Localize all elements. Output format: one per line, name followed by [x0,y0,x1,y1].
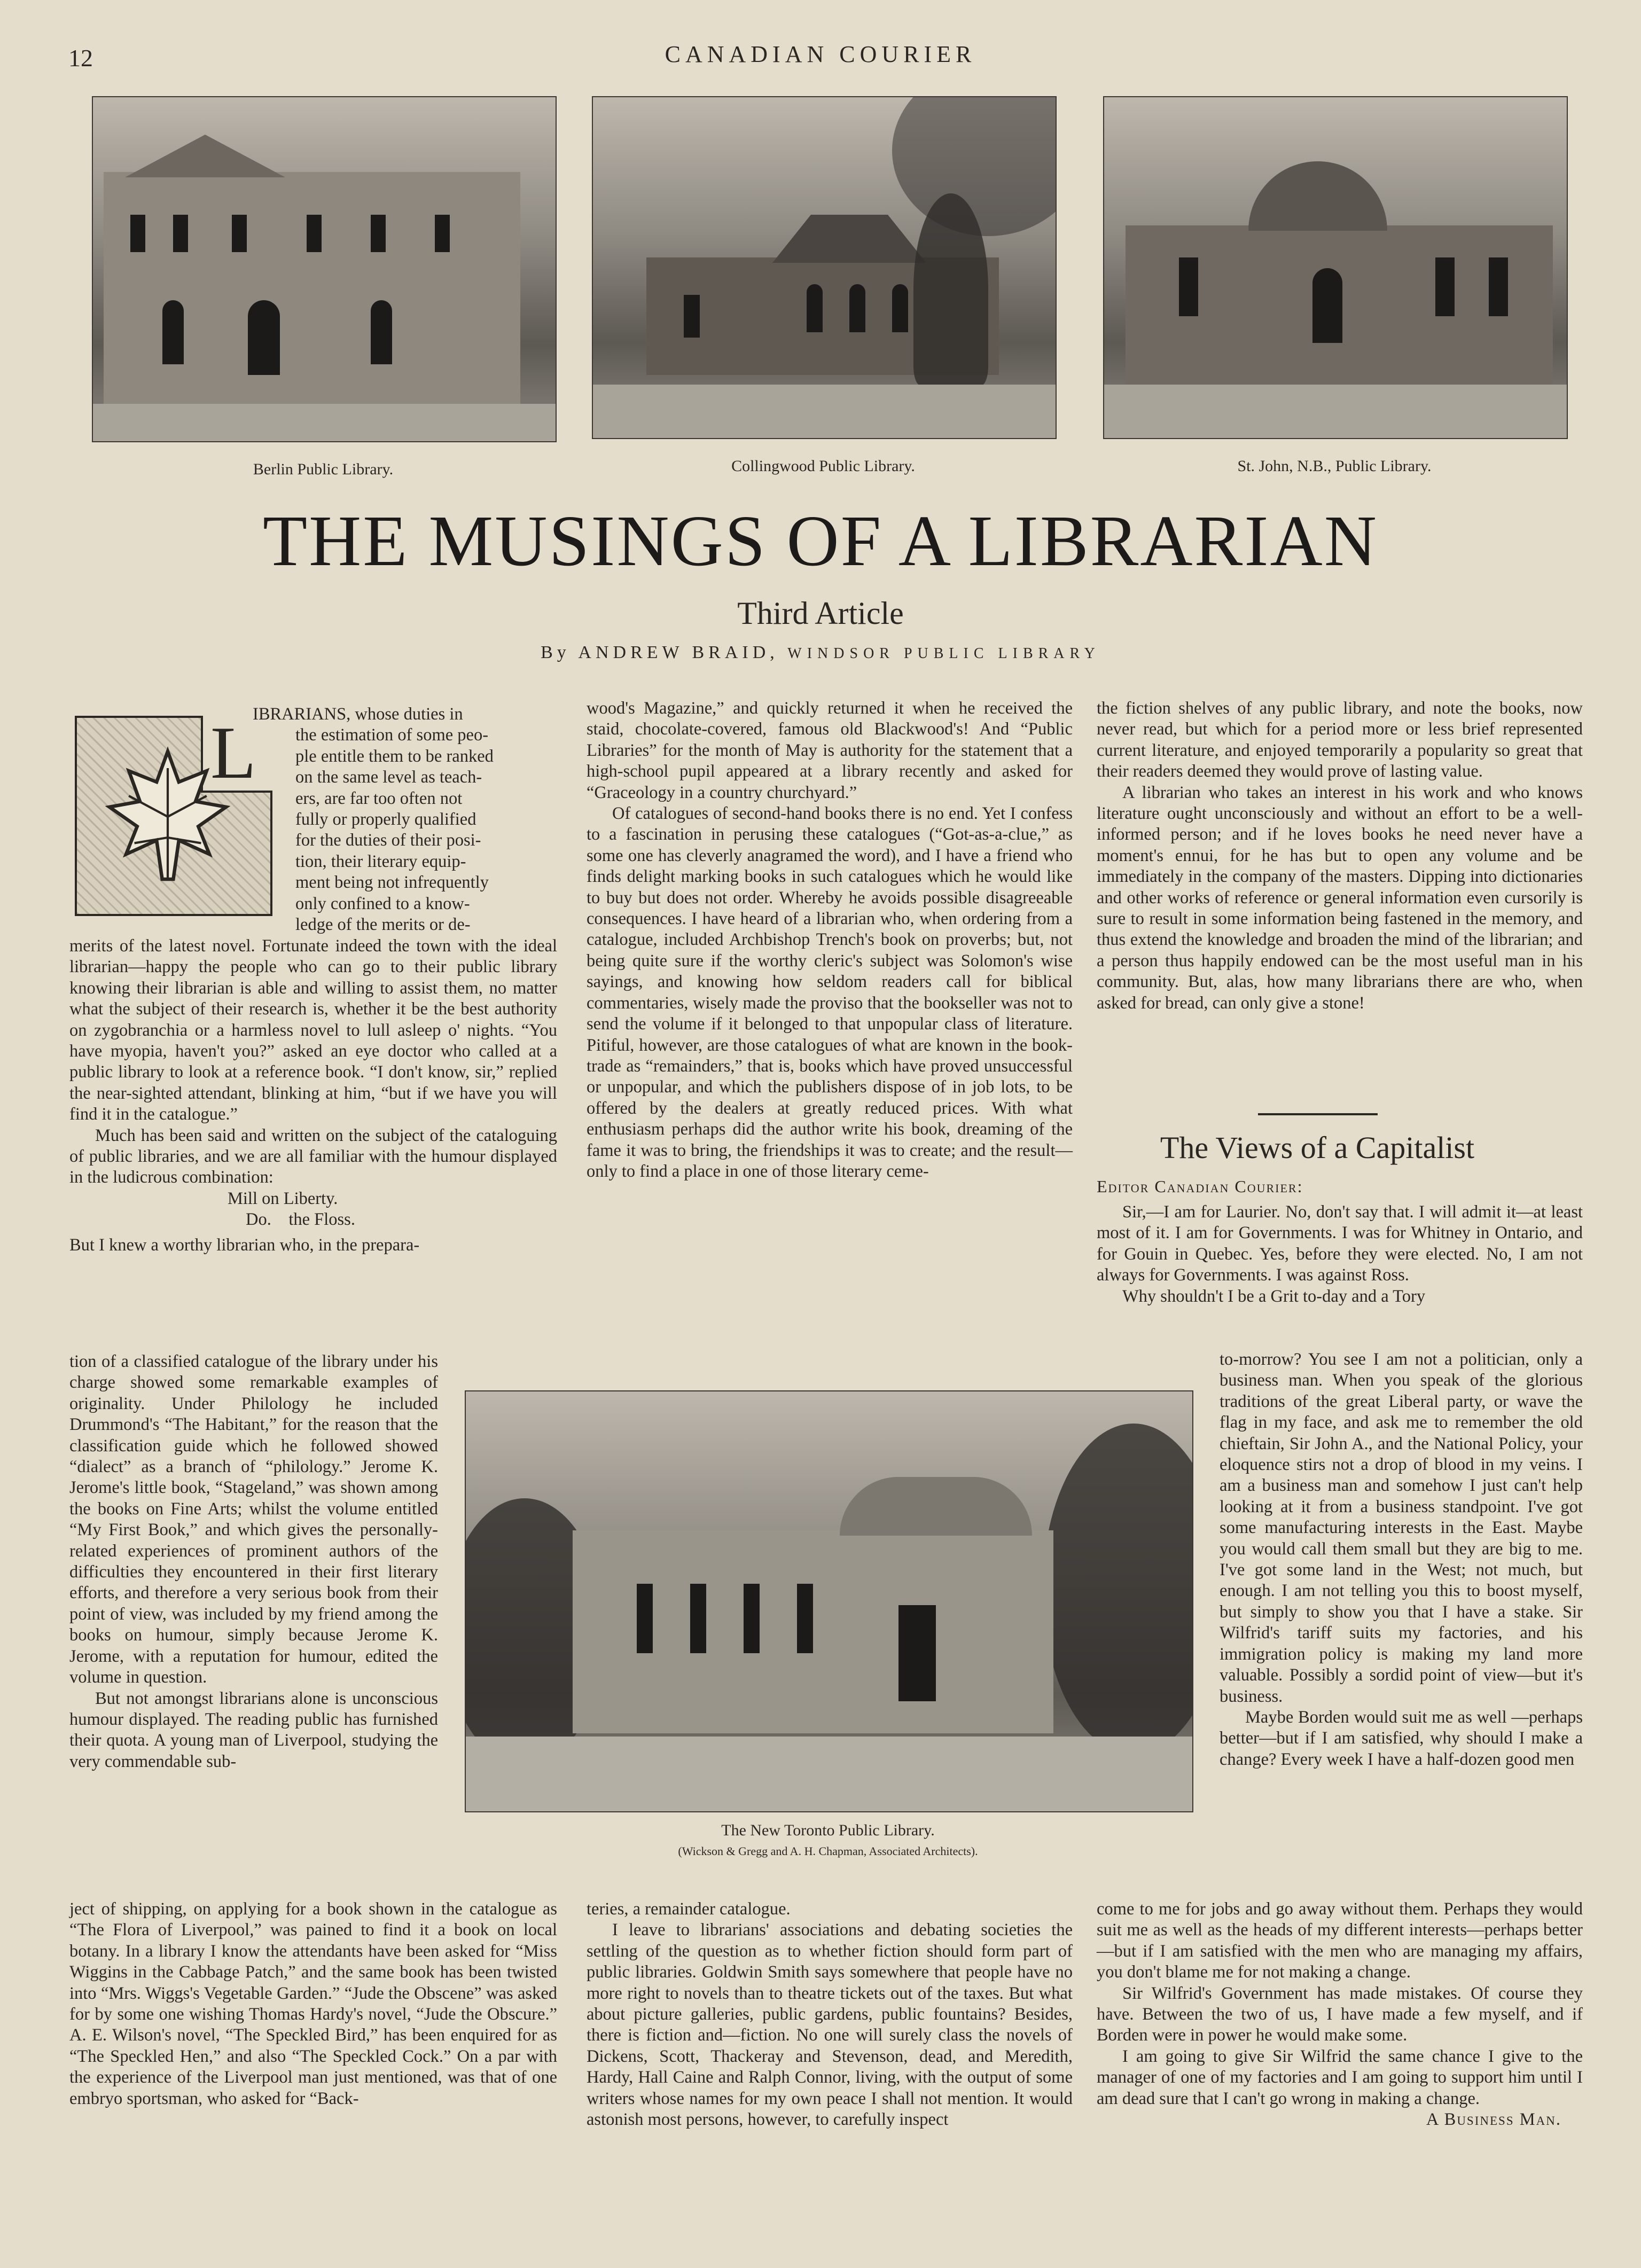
photo-stjohn-library [1103,96,1568,439]
paragraph: I am going to give Sir Wilfrid the same chance I give to the manager of one of my factories and I am going to support him until I am dead sure that I can't go wrong in making a change. [1097,2046,1583,2108]
maple-leaf-icon [98,739,237,894]
paragraph: teries, a remainder catalogue. [587,1899,791,1919]
paragraph: But not amongst librarians alone is unconscious humour displayed. The reading public has furnished their quota. A young man of Liverpool, studying the very commendable sub- [69,1688,438,1771]
page-number: 12 [68,44,93,72]
article-title: THE MUSINGS OF A LIBRARIAN [263,501,1378,581]
paragraph: Of catalogues of second-hand books there is no end. Yet I confess to a fascination in perusing these catalogues (“Got-as-a-clue,” as some one has cleverly anagramed the word), and I have a friend who finds delight marking books in such catalogues which he would like to buy but does not order. Whereby he avoids possible disagreeable consequences. I have heard of a librarian who, when ordering from a catalogue, included Archbishop Trench's book on proverbs; but, not being quite sure if the worthy cleric's subject was Solomon's wise sayings, and knowing how seldom readers call for biblical commentaries, wisely made the proviso that the bookseller was not to send the volume if it belonged to that unpopular class of literature. Pitiful, however, are those catalogues of what are known in the book-trade as “remainders,” that is, books which have proved unsuccessful or unpopular, and which the publishers dispose of in job lots, to be offered by the dealers at greatly reduced prices. With what enthusiasm perhaps did the author write his book, dreaming of the fame it was to bring, the friendships it was to create; and the result—only to find a place in one of those literary ceme- [587,804,1073,1181]
paragraph: the fiction shelves of any public library, and note the books, now never read, but which for a period more or less brief represented current literature, and enjoyed temporarily a popularity so great that their readers deemed they would prove of lasting value. [1097,699,1583,781]
paragraph: merits of the latest novel. Fortunate indeed the town with the ideal librarian—happy the people who can go to their public library knowing their librarian is able and willing to assist them, no matter what the subject of their research is, whether it be the best authority on zygobranchia or a harmless novel to lull asleep o' nights. “You have myopia, haven't you?” asked an eye doctor who called at a public library to look at a reference book. “I don't know, sir,” replied the near-sighted attendant, blinking at him, “but if we have you will find it in the catalogue.” [69,936,557,1124]
paragraph: Maybe Borden would suit me as well —perhaps better—but if I am satisfied, why should I make a change? Every week I have a half-dozen good men [1220,1707,1583,1769]
col3-top [1097,698,1583,1014]
dropcap-line: for the duties of their posi- [295,831,481,850]
paragraph: Sir,—I am for Laurier. No, don't say that. I will admit it—at least most of it. I am for Governments. I was for Whitney in Ontario, and for Gouin in Quebec. Yes, before they were elected. No, I am not always for Governments. I was against Ross. [1097,1202,1583,1285]
col1-body [69,936,557,1256]
letter-body-bottom [1097,1899,1583,2130]
letter-signature: A Business Man. [1426,2110,1561,2130]
byline-name: ANDREW BRAID, [578,643,779,662]
paragraph: wood's Magazine,” and quickly returned it when he received the staid, chocolate-covered, famous old Blackwood's! And “Public Libraries” for the month of May is authority for the statement that a high-school pupil appeared at a library recently and asked for “Graceology in a country churchyard.” [587,699,1073,802]
byline [0,643,1641,663]
dropcap-line: fully or properly qualified [295,810,476,830]
letter-body-top [1097,1202,1583,1307]
caption-toronto: The New Toronto Public Library. [721,1821,935,1839]
paragraph: ject of shipping, on applying for a book shown in the catalogue as “The Flora of Liverpool,” was pained to find it a book on local botany. In a library I know the attendants have been asked for “Miss Wiggins in the Cabbage Patch,” and the same book has been twisted into “Mrs. Wiggs's Vegetable Garden.” “Jude the Obscene” was asked for by some one wishing Thomas Hardy's novel, “Jude the Obscure.” A. E. Wilson's novel, “The Speckled Bird,” has been enquired for as “The Speckled Hen,” and also “The Speckled Cock.” On a par with the experience of the Liverpool man just mentioned, was that of one embryo sportsman, who asked for “Back- [69,1899,557,2108]
dropcap-line: ers, are far too often not [295,788,463,808]
dropcap-line: only confined to a know- [295,894,470,913]
section-divider [1258,1113,1378,1115]
letter-salutation: Editor Canadian Courier: [1097,1177,1303,1196]
col2-bottom [587,1899,1073,2130]
photo-collingwood-library [592,96,1057,439]
byline-affiliation: WINDSOR PUBLIC LIBRARY [787,645,1100,662]
paragraph: Much has been said and written on the subject of the cataloguing of public libraries, and we are all familiar with the humour displayed in the ludicrous combination: [69,1125,557,1187]
caption-toronto-architects: (Wickson & Gregg and A. H. Chapman, Associated Architects). [678,1844,978,1858]
letter-title: The Views of a Capitalist [1160,1130,1475,1165]
paragraph: But I knew a worthy librarian who, in the prepara- [69,1235,420,1255]
paragraph: Sir Wilfrid's Government has made mistakes. Of course they have. Between the two of us, I have made a few myself, and if Borden were in power he would make some. [1097,1983,1583,2045]
paragraph: tion of a classified catalogue of the library under his charge showed some remarkable examples of originality. Under Philology he included Drummond's “The Habitant,” for the reason that the classification guide which he followed showed “dialect” as a branch of “philology.” Jerome K. Jerome's little book, “Stageland,” was shown among the books on Fine Arts; whilst the volume entitled “My First Book,” and which gives the personally-related experiences of prominent authors of the difficulties they encountered in their first literary efforts, and therefore a very serious book from their point of view, was included by my friend among the books on humour, simply because Jerome K. Jerome, with a reputation for humour, edited the volume in question. [69,1352,438,1687]
photo-berlin-library [92,96,557,442]
verse-line: Mill on Liberty. [228,1188,338,1208]
col2-top [587,698,1073,1182]
paragraph: A librarian who takes an interest in his work and who knows literature ought unconsciously and without an effort to be a well-informed person; and if he loves books he need never have a moment's ennui, for he has but to open any volume and be immediately in the company of the masters. Dipping into dictionaries and other works of reference or general information even cursorily is sure to result in some information being fastened in the memory, and thus extend the knowledge and broaden the mind of the librarian; and a person thus happily endowed can be the most useful man in his community. But, alas, how many librarians there are who, when asked for bread, can only give a stone! [1097,783,1583,1013]
paragraph: come to me for jobs and go away without them. Perhaps they would suit me as well as the heads of my different interests—perhaps better—but if I am satisfied with the men who are managing my affairs, you don't blame me for not making a change. [1097,1899,1583,1982]
article-subtitle: Third Article [737,596,904,631]
running-header: CANADIAN COURIER [665,41,976,67]
paragraph: I leave to librarians' associations and debating societies the settling of the question as to whether fiction should form part of public libraries. Goldwin Smith says somewhere that people have no more right to novels than to theatre tickets out of the taxes. But what about picture galleries, public gardens, public fountains? Besides, there is fiction and—fiction. No one will surely class the novels of Dickens, Scott, Thackeray and Stevenson, dead, and Meredith, Hardy, Hall Caine and Ralph Connor, living, with the output of some writers whose names for my own peace I shall not mention. It would astonish most persons, however, to carefully inspect [587,1920,1073,2130]
photo-toronto-library [465,1390,1193,1812]
dropcap-line: on the same level as teach- [295,768,482,787]
dropcap-line: ment being not infrequently [295,873,489,893]
col1-narrow [69,1351,438,1772]
dropcap-ornament [75,711,272,916]
dropcap-line: ple entitle them to be ranked [295,746,494,766]
caption-berlin: Berlin Public Library. [253,460,394,478]
caption-stjohn: St. John, N.B., Public Library. [1237,457,1432,475]
dropcap-line: tion, their literary equip- [295,851,466,871]
dropcap-line: the estimation of some peo- [295,725,489,745]
caption-collingwood: Collingwood Public Library. [731,457,915,475]
col1-bottom [69,1899,557,2109]
byline-by: By [541,643,571,662]
col1-dropcap-text [253,704,561,935]
paragraph: to-morrow? You see I am not a politician, only a business man. When you speak of the glorious traditions of the great Liberal party, or wave the flag in my face, and ask me to remember the old chieftain, Sir John A., and the National Policy, your eloquence stirs not a drop of blood in my veins. I am a business man and somehow I just can't help looking at it from a business standpoint. I've got some manufacturing interests in the East. Maybe you would call them small but they are big to me. I've got some land in the West; not much, but enough. I am not telling you this to boost myself, but simply to show you that I have a stake. Sir Wilfrid's tariff suits my factories, and his immigration policy is making my land more valuable. Possibly a sordid point of view—but it's business. [1220,1350,1583,1706]
dropcap-letter: L [210,711,256,794]
verse-line: Do. the Floss. [246,1210,355,1230]
paragraph: Why shouldn't I be a Grit to-day and a Tory [1122,1286,1426,1306]
dropcap-line: IBRARIANS, whose duties in [253,705,463,724]
dropcap-line: ledge of the merits or de- [295,915,471,935]
letter-body-narrow [1220,1349,1583,1770]
